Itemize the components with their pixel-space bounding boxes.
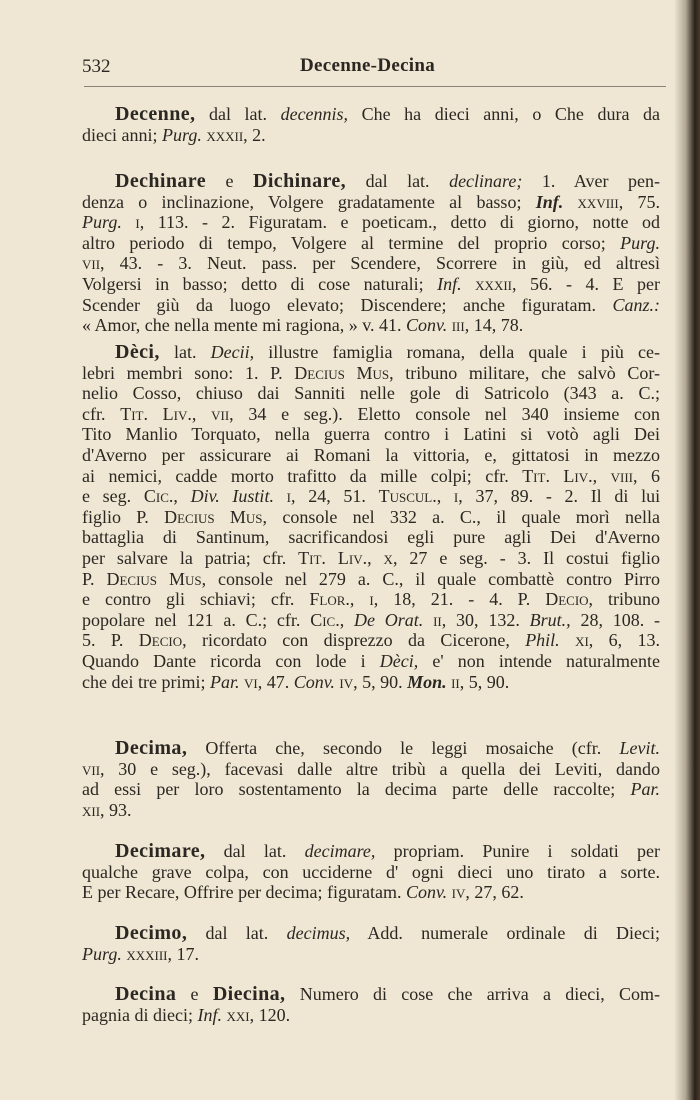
body-text	[563, 192, 577, 212]
body-text: e contro gli schiavi; cfr.	[82, 589, 310, 610]
body-text: , 75.	[618, 191, 660, 212]
small-caps-text: ii	[433, 609, 442, 630]
entry-decima	[82, 738, 660, 820]
headword: Decina	[115, 983, 177, 1005]
body-text: ad essi per loro sostentamento la decima parte delle raccolte;	[82, 779, 631, 800]
small-caps-text: vi	[243, 671, 258, 692]
text-line	[82, 315, 660, 336]
italic-text: Conv.	[406, 882, 448, 903]
body-text: Add. numerale ordinale di Dieci;	[350, 923, 660, 943]
headword: Dèci,	[115, 341, 160, 363]
small-caps-text: Cic.	[310, 609, 340, 630]
body-text: pagnia di dieci;	[82, 1004, 198, 1025]
headword: Dechinare	[115, 170, 206, 192]
text-line	[82, 862, 660, 883]
entry-deci	[82, 342, 660, 692]
body-text: Che ha dieci anni, o Che dura da	[348, 104, 660, 124]
body-text: figlio P.	[82, 506, 165, 527]
body-text: lat.	[159, 342, 211, 362]
body-text: e	[206, 171, 253, 191]
body-text: e	[176, 984, 213, 1004]
body-text: , 5, 90.	[459, 671, 510, 692]
body-text: , 93.	[100, 799, 132, 820]
text-line	[82, 984, 660, 1005]
italic-text: Purg.	[620, 232, 660, 253]
headword: Decimo,	[115, 922, 188, 944]
body-text: e seg.	[82, 486, 144, 507]
body-text: ,	[436, 486, 454, 507]
small-caps-text: x	[383, 547, 393, 568]
small-caps-text: xi	[575, 630, 589, 651]
body-text: , console nel 332 a. C., il quale morì nella	[262, 506, 660, 527]
italic-text: Purg.	[161, 124, 202, 145]
italic-text: Brut.,	[529, 609, 571, 630]
small-caps-text: ii	[451, 671, 460, 692]
italic-reference: Inf.	[535, 191, 564, 212]
body-text: illustre famiglia romana, della quale i più ce-	[254, 342, 660, 362]
body-text: Tito Manlio Torquato, nella guerra contro i Latini si votò agli Dei	[82, 424, 660, 445]
body-text: e' non intende naturalmente	[418, 650, 661, 671]
italic-text: Dèci,	[379, 650, 419, 671]
italic-text: Levit.	[619, 738, 660, 758]
body-text: , 56. - 4. E per	[512, 273, 660, 294]
body-text	[462, 274, 476, 294]
small-caps-text: xxxiii	[126, 943, 168, 964]
body-text: ai nemici, cadde morto trafitto da mille colpi; cfr.	[82, 465, 523, 486]
small-caps-text: Decius Mus	[294, 362, 390, 383]
text-line	[82, 589, 660, 610]
body-text: , 14, 78.	[464, 315, 524, 336]
body-text: P.	[82, 568, 107, 589]
small-caps-text: iii	[451, 315, 465, 336]
body-text: dal lat.	[187, 923, 287, 943]
body-text: 1. Aver pen-	[522, 171, 661, 191]
text-line	[82, 253, 660, 274]
small-caps-text: Flor.	[309, 589, 350, 610]
body-text: , 17.	[167, 943, 199, 964]
small-caps-text: i	[135, 212, 140, 233]
entry-decenne	[82, 104, 660, 145]
small-caps-text: Decio	[545, 589, 589, 610]
text-line	[82, 759, 660, 780]
body-text: E per Recare, Offrire per decima; figuratam.	[82, 882, 406, 903]
headword: Decenne,	[115, 103, 196, 125]
text-line	[82, 507, 660, 528]
text-line	[82, 192, 660, 213]
small-caps-text: vii	[82, 253, 101, 274]
small-caps-text: i	[369, 589, 374, 610]
body-text: , ricordato con disprezzo da Cicerone,	[182, 630, 526, 651]
text-line	[82, 171, 660, 192]
text-line	[82, 466, 660, 487]
body-text	[274, 486, 287, 506]
italic-text: Inf.	[437, 273, 462, 294]
small-caps-text: Tit. Liv.	[522, 465, 593, 486]
italic-text: Par.	[630, 779, 660, 800]
body-text: , 120.	[249, 1004, 291, 1025]
small-caps-text: iv	[451, 882, 466, 903]
body-text: ,	[173, 486, 191, 507]
italic-text: Conv.	[293, 671, 335, 692]
body-text: , tribuno militare, che salvò Cor-	[389, 362, 660, 383]
italic-text: Par.	[209, 671, 240, 692]
text-line	[82, 841, 660, 862]
text-line	[82, 212, 660, 233]
italic-text: declinare;	[449, 171, 523, 191]
entry-dechinare	[82, 171, 660, 336]
page-number: 532	[82, 56, 111, 77]
body-text: dal lat.	[346, 171, 450, 191]
small-caps-text: Tit. Liv.	[298, 547, 368, 568]
text-line	[82, 274, 660, 295]
small-caps-text: viii	[610, 465, 634, 486]
body-text: altro periodo di tempo, Volgere al termine del proprio corso;	[82, 232, 621, 253]
body-text: « Amor, che nella mente mi ragiona, » v. 41.	[82, 315, 407, 336]
text-line	[82, 923, 660, 944]
text-line	[82, 944, 660, 965]
body-text: popolare nel 121 a. C.; cfr.	[82, 609, 311, 630]
text-line	[82, 527, 660, 548]
text-line	[82, 233, 660, 254]
small-caps-text: Decius Mus	[164, 506, 263, 527]
small-caps-text: Cic.	[143, 486, 174, 507]
text-line	[82, 383, 660, 404]
italic-text: Conv.	[406, 315, 448, 336]
body-text: , 113. - 2. Figuratam. e poeticam., detto di giorno, notte od	[139, 212, 660, 233]
text-line	[82, 779, 660, 800]
entry-decimo	[82, 923, 660, 964]
running-head: Decenne-Decina	[300, 55, 436, 76]
body-text: , 30 e seg.), facevasi dalle altre tribù a quella dei Leviti, dando	[100, 758, 660, 779]
body-text: , tribuno	[588, 589, 661, 610]
body-text: battaglia di Santinum, sacrificandosi egli pure agli Dei d'Averno	[82, 527, 660, 548]
entry-decimare	[82, 841, 660, 903]
body-text: dal lat.	[205, 841, 305, 861]
small-caps-text: vii	[82, 758, 101, 779]
small-caps-text: xxviii	[577, 191, 619, 212]
body-text: ,	[349, 589, 370, 610]
body-text: Volgersi in basso; detto di cose naturali;	[82, 273, 438, 294]
body-text: nelio Cosso, chiuso dai Sanniti nelle gole di Satricolo (343 a. C.;	[82, 383, 660, 404]
italic-text: Phil.	[525, 630, 560, 651]
text-line	[82, 342, 660, 363]
body-text: , console nel 279 a. C., il quale combattè contro Pirro	[201, 568, 661, 589]
italic-text: Div. Iustit.	[190, 486, 274, 507]
small-caps-text: xxxii	[475, 273, 512, 294]
text-line	[82, 610, 660, 631]
body-text: cfr.	[82, 403, 121, 424]
body-text: ,	[592, 465, 611, 486]
text-line	[82, 882, 660, 903]
entry-decina	[82, 984, 660, 1025]
text-line	[82, 800, 660, 821]
body-text	[560, 630, 575, 650]
body-text: Quando Dante ricorda con lode i	[82, 650, 380, 671]
italic-text: Decii,	[210, 342, 255, 362]
italic-text: decennis,	[280, 104, 349, 124]
body-text	[122, 212, 136, 232]
text-line	[82, 651, 660, 672]
text-line	[82, 295, 660, 316]
body-text: dieci anni;	[82, 124, 162, 145]
body-text: per salvare la patria; cfr.	[82, 547, 299, 568]
small-caps-text: Decius Mus	[106, 568, 202, 589]
small-caps-text: Tuscul.	[378, 486, 437, 507]
text-line	[82, 363, 660, 384]
small-caps-text: i	[286, 486, 291, 507]
body-text: , 27 e seg. - 3. Il costui figlio	[392, 547, 661, 568]
italic-text: De Orat.	[354, 609, 424, 630]
body-text: , 2.	[243, 124, 266, 145]
header-rule	[84, 86, 666, 87]
body-text: propriam. Punire i soldati per	[375, 841, 660, 861]
text-line	[82, 738, 660, 759]
headword: Dichinare,	[253, 170, 347, 192]
body-text: ,	[339, 609, 354, 630]
body-text: ,	[367, 547, 384, 568]
text-line	[82, 548, 660, 569]
italic-text: Canz.:	[612, 294, 660, 315]
text-line	[82, 672, 660, 693]
body-text: 28, 108. -	[570, 609, 661, 630]
body-text: , 47.	[257, 671, 294, 692]
body-text: , 24, 51.	[291, 486, 379, 507]
text-line	[82, 104, 660, 125]
body-text: che dei tre primi;	[82, 671, 210, 692]
body-text: dal lat.	[195, 104, 281, 124]
small-caps-text: Tit. Liv.	[120, 403, 192, 424]
text-line	[82, 569, 660, 590]
body-text: d'Averno per assicurare ai Romani la vittoria, e, gittatosi in mezzo	[82, 444, 660, 465]
body-text: , 6, 13.	[588, 630, 661, 651]
headword: Decimare,	[115, 840, 206, 862]
italic-text: Purg.	[82, 212, 122, 233]
book-binding-shadow	[674, 0, 700, 1100]
body-text: , 34 e seg.). Eletto console nel 340 insieme con	[229, 403, 661, 424]
body-text: qualche grave colpa, con ucciderne d' ogni dieci uno tirato a sorte.	[82, 861, 660, 882]
small-caps-text: xxxii	[206, 124, 244, 145]
italic-reference: Mon.	[407, 671, 447, 692]
body-text: , 30, 132.	[441, 609, 530, 630]
body-text: Numero di cose che arriva a dieci, Com-	[285, 984, 660, 1004]
text-line	[82, 1005, 660, 1026]
text-line	[82, 445, 660, 466]
small-caps-text: vii	[211, 403, 230, 424]
body-text: ,	[191, 403, 212, 424]
italic-text: decimare,	[304, 841, 376, 861]
small-caps-text: i	[453, 486, 459, 507]
body-text: , 27, 62.	[465, 882, 524, 903]
text-line	[82, 424, 660, 445]
body-text: denza o inclinazione, Volgere gradatamente al basso;	[82, 191, 536, 212]
body-text: Offerta che, secondo le leggi mosaiche (cfr.	[187, 738, 620, 758]
body-text: Scender giù da luogo elevato; Discendere; anche figuratam.	[82, 294, 613, 315]
text-line	[82, 404, 660, 425]
small-caps-text: Decio	[138, 630, 183, 651]
text-line	[82, 125, 660, 146]
text-line	[82, 486, 660, 507]
body-text: , 43. - 3. Neut. pass. per Scendere, Scorrere in giù, ed altresì	[100, 253, 660, 274]
body-text: , 18, 21. - 4. P.	[373, 589, 546, 610]
text-line	[82, 630, 660, 651]
body-text: , 5, 90.	[353, 671, 408, 692]
body-text: , 6	[633, 465, 661, 486]
body-text: , 37, 89. - 2. Il di lui	[458, 486, 661, 507]
italic-text: Inf.	[197, 1004, 222, 1025]
small-caps-text: xxi	[226, 1004, 250, 1025]
body-text	[423, 610, 433, 630]
small-caps-text: xii	[82, 799, 101, 820]
body-text: lebri membri sono: 1. P.	[82, 362, 295, 383]
small-caps-text: iv	[339, 671, 354, 692]
headword: Diecina,	[212, 983, 286, 1005]
headword: Decima,	[115, 737, 188, 759]
italic-text: decimus,	[286, 923, 351, 943]
italic-text: Purg.	[82, 943, 122, 964]
body-text: 5. P.	[82, 630, 139, 651]
